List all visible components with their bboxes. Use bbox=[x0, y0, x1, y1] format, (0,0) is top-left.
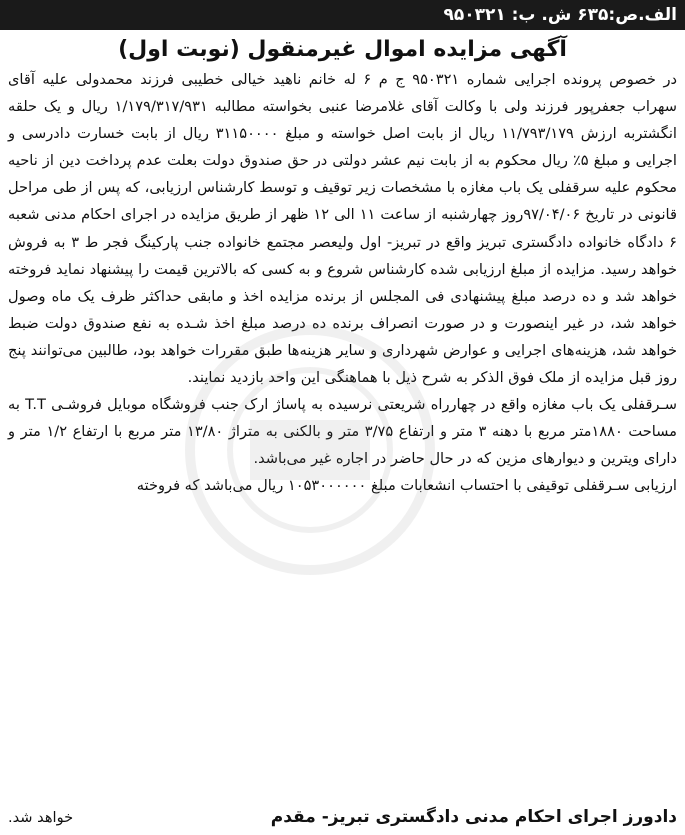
reference-number: الف.ص:۶۳۵ ش. ب: ۹۵۰۳۲۱ bbox=[443, 5, 677, 25]
reference-header bbox=[0, 0, 685, 30]
case-paragraph: در خصوص پرونده اجرایی شماره ۹۵۰۳۲۱ ج م ۶ له خانم ناهید خیالی خطیبی فرزند محمدولی علیه آقای سهراب جعفرپور فرزند ولی با وکالت آقای غلامرضا عنبی بخواسته مطالبه ۱/۱۷۹/۳۱۷/۹۳۱ ریال و یک حلقه انگشتربه ارزش ۱۱/۷۹۳/۱۷۹ ریال از بابت اصل خواسته و مبلغ ۳۱۱۵۰۰۰۰ ریال از بابت خسارت دادرسی و اجرایی و مبلغ ۵٪ ریال محکوم به از بابت نیم عشر دولتی در حق صندوق دولت بعلت عدم پرداخت دین از ناحیه محکوم علیه سرقفلی یک باب مغازه با مشخصات زیر توقیف و توسط کارشناس ارزیابی، که پس از طی مراحل قانونی در تاریخ ۹۷/۰۴/۰۶روز چهارشنبه از ساعت ۱۱ الی ۱۲ ظهر از طریق مزایده در اجرای احکام مدنی شعبه ۶ دادگاه خانواده دادگستری تبریز واقع در تبریز- اول ولیعصر مجتمع خانواده جنب پارکینگ فجر ط ۳ به فروش خواهد رسید. مزایده از مبلغ ارزیابی شده کارشناس شروع و به کسی که بالاترین قیمت را پیشنهاد نماید فروخته خواهد شد و ده درصد مبلغ پیشنهادی فی المجلس از برنده مزایده اخذ و مابقی حداکثر ظرف یک ماه وصول خواهد شد، در غیر اینصورت و در صورت انصراف برنده ده درصد مبلغ اخذ شـده به نفع صندوق دولت ضبط خواهد شد، هزینه‌های اجرایی و عوارض شهرداری و سایر هزینه‌ها طبق مقررات خواهد بود، طالبین می‌توانند پنج روز قبل مزایده از ملک فوق الذکر به شرح ذیل با هماهنگی این واحد بازدید نمایند. bbox=[8, 71, 678, 387]
notice-body bbox=[0, 66, 685, 500]
signature: دادورز اجرای احکام مدنی دادگستری تبریز- مقدم bbox=[270, 807, 677, 827]
notice-title: آگهی مزایده اموال غیرمنقول (نوبت اول) bbox=[118, 37, 567, 62]
notice-footer bbox=[8, 807, 677, 827]
property-paragraph: سـرقفلی یک باب مغازه واقع در چهارراه شریعتی نرسیده به پاساژ ارک جنب فروشگاه موبایل فروشـی T.T به مساحت ۱۸۸۰متر مربع با دهنه ۳ متر و ارتفاع ۳/۷۵ متر و بالکنی به متراژ ۱۳/۸۰ متر مربع با ارتفاع ۱/۲ متر و دارای ویترین و دیوارهای مزین که در حال حاضر در اجاره غیر می‌باشد. bbox=[8, 396, 678, 468]
valuation-tail: خواهد شد. bbox=[8, 809, 74, 826]
valuation-paragraph: ارزیابی سـرقفلی توقیفی با احتساب انشعابات مبلغ ۱۰۵۳۰۰۰۰۰۰ ریال می‌باشد که فروخته bbox=[136, 477, 677, 495]
